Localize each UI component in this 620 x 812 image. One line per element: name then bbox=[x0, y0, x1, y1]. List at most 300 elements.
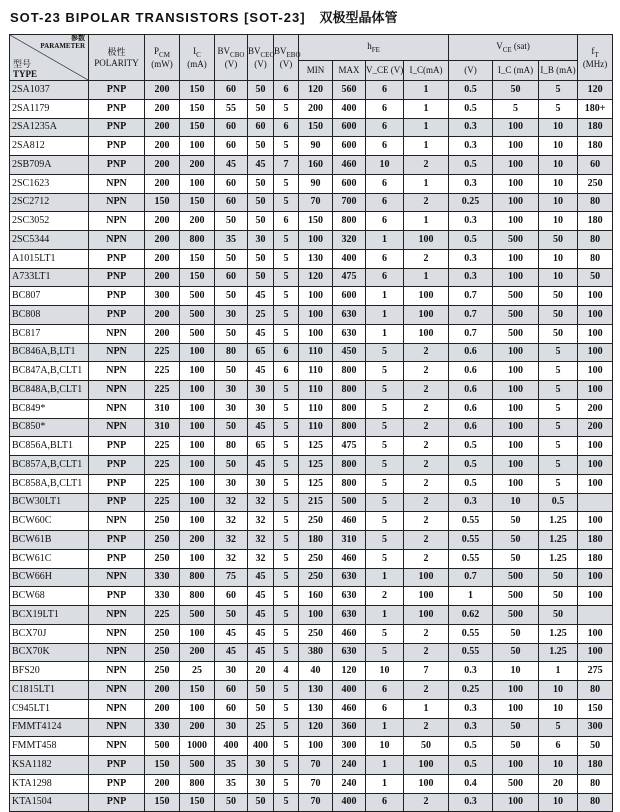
cell-vce-sat-v: 0.3 bbox=[449, 493, 493, 512]
cell-hfe-min: 120 bbox=[299, 81, 333, 100]
cell-vce-sat-ib: 10 bbox=[539, 212, 578, 231]
cell-hfe-min: 150 bbox=[299, 212, 333, 231]
cell-hfe-min: 100 bbox=[299, 324, 333, 343]
cell-hfe-vce: 5 bbox=[366, 624, 404, 643]
cell-vce-sat-ib: 1.25 bbox=[539, 531, 578, 550]
cell-vce-sat-ic: 50 bbox=[493, 549, 539, 568]
cell-hfe-max: 400 bbox=[333, 681, 366, 700]
cell-bvebo: 5 bbox=[274, 474, 299, 493]
cell-bvebo: 5 bbox=[274, 549, 299, 568]
cell-type: BCX70K bbox=[10, 643, 89, 662]
table-row bbox=[10, 474, 613, 493]
cell-hfe-max: 360 bbox=[333, 718, 366, 737]
cell-hfe-ic: 100 bbox=[404, 324, 449, 343]
cell-ft: 180 bbox=[578, 531, 613, 550]
table-row bbox=[10, 99, 613, 118]
cell-bvcbo: 45 bbox=[215, 624, 248, 643]
cell-hfe-min: 100 bbox=[299, 737, 333, 756]
cell-vce-sat-v: 0.5 bbox=[449, 474, 493, 493]
cell-ft: 80 bbox=[578, 793, 613, 812]
cell-vce-sat-ic: 100 bbox=[493, 249, 539, 268]
cell-bvceo: 30 bbox=[248, 381, 274, 400]
cell-polarity: PNP bbox=[89, 793, 145, 812]
transistor-table bbox=[9, 34, 613, 812]
cell-vce-sat-ic: 50 bbox=[493, 718, 539, 737]
cell-hfe-vce: 6 bbox=[366, 99, 404, 118]
cell-vce-sat-ib: 0.5 bbox=[539, 493, 578, 512]
cell-polarity: NPN bbox=[89, 193, 145, 212]
table-row bbox=[10, 531, 613, 550]
cell-bvebo: 5 bbox=[274, 531, 299, 550]
cell-polarity: NPN bbox=[89, 362, 145, 381]
cell-hfe-max: 400 bbox=[333, 793, 366, 812]
cell-hfe-min: 120 bbox=[299, 718, 333, 737]
cell-ft: 200 bbox=[578, 418, 613, 437]
cell-bvcbo: 400 bbox=[215, 737, 248, 756]
cell-type: BCW61B bbox=[10, 531, 89, 550]
cell-ic: 500 bbox=[180, 756, 215, 775]
cell-pcm: 200 bbox=[145, 681, 180, 700]
cell-bvebo: 6 bbox=[274, 343, 299, 362]
cell-hfe-max: 400 bbox=[333, 99, 366, 118]
cell-bvceo: 45 bbox=[248, 606, 274, 625]
cell-polarity: NPN bbox=[89, 643, 145, 662]
cell-vce-sat-ib: 20 bbox=[539, 774, 578, 793]
cell-ic: 150 bbox=[180, 268, 215, 287]
cell-bvebo: 5 bbox=[274, 774, 299, 793]
cell-ic: 100 bbox=[180, 381, 215, 400]
cell-hfe-ic: 50 bbox=[404, 737, 449, 756]
cell-ic: 150 bbox=[180, 249, 215, 268]
cell-ic: 100 bbox=[180, 137, 215, 156]
cell-type: 2SC5344 bbox=[10, 231, 89, 250]
cell-hfe-max: 460 bbox=[333, 512, 366, 531]
cell-vce-sat-v: 0.6 bbox=[449, 362, 493, 381]
header-vce-sat: $V_{CE}$ (sat) bbox=[449, 35, 578, 61]
cell-bvceo: 65 bbox=[248, 343, 274, 362]
cell-vce-sat-ib: 50 bbox=[539, 306, 578, 325]
cell-bvebo: 5 bbox=[274, 399, 299, 418]
cell-hfe-ic: 2 bbox=[404, 437, 449, 456]
cell-type: BFS20 bbox=[10, 662, 89, 681]
cell-bvcbo: 60 bbox=[215, 81, 248, 100]
cell-bvebo: 5 bbox=[274, 287, 299, 306]
cell-pcm: 200 bbox=[145, 156, 180, 175]
cell-bvcbo: 50 bbox=[215, 249, 248, 268]
cell-bvcbo: 50 bbox=[215, 287, 248, 306]
table-row bbox=[10, 643, 613, 662]
cell-ft: 100 bbox=[578, 362, 613, 381]
cell-ft: 100 bbox=[578, 437, 613, 456]
cell-hfe-vce: 1 bbox=[366, 287, 404, 306]
cell-bvceo: 50 bbox=[248, 174, 274, 193]
cell-polarity: NPN bbox=[89, 381, 145, 400]
cell-hfe-max: 475 bbox=[333, 268, 366, 287]
cell-hfe-ic: 7 bbox=[404, 662, 449, 681]
cell-type: BCW68 bbox=[10, 587, 89, 606]
cell-vce-sat-ic: 100 bbox=[493, 137, 539, 156]
cell-hfe-max: 240 bbox=[333, 756, 366, 775]
cell-vce-sat-ib: 10 bbox=[539, 137, 578, 156]
cell-vce-sat-v: 0.7 bbox=[449, 287, 493, 306]
cell-bvebo: 6 bbox=[274, 81, 299, 100]
table-row bbox=[10, 249, 613, 268]
cell-bvceo: 45 bbox=[248, 324, 274, 343]
cell-pcm: 250 bbox=[145, 531, 180, 550]
cell-bvceo: 50 bbox=[248, 268, 274, 287]
cell-ft: 275 bbox=[578, 662, 613, 681]
cell-hfe-vce: 5 bbox=[366, 418, 404, 437]
cell-vce-sat-ib: 5 bbox=[539, 99, 578, 118]
cell-bvceo: 50 bbox=[248, 81, 274, 100]
cell-hfe-vce: 6 bbox=[366, 193, 404, 212]
cell-vce-sat-ib: 5 bbox=[539, 399, 578, 418]
cell-bvebo: 5 bbox=[274, 512, 299, 531]
cell-bvebo: 5 bbox=[274, 174, 299, 193]
cell-pcm: 200 bbox=[145, 231, 180, 250]
cell-bvceo: 25 bbox=[248, 306, 274, 325]
table-row bbox=[10, 681, 613, 700]
cell-pcm: 225 bbox=[145, 474, 180, 493]
cell-pcm: 225 bbox=[145, 381, 180, 400]
cell-ft: 100 bbox=[578, 287, 613, 306]
cell-bvcbo: 75 bbox=[215, 568, 248, 587]
cell-hfe-vce: 6 bbox=[366, 81, 404, 100]
cell-vce-sat-ic: 500 bbox=[493, 587, 539, 606]
cell-bvcbo: 60 bbox=[215, 174, 248, 193]
cell-polarity: PNP bbox=[89, 306, 145, 325]
cell-ft: 180 bbox=[578, 549, 613, 568]
cell-bvcbo: 30 bbox=[215, 474, 248, 493]
cell-vce-sat-v: 0.3 bbox=[449, 137, 493, 156]
cell-vce-sat-ic: 100 bbox=[493, 212, 539, 231]
cell-hfe-ic: 2 bbox=[404, 456, 449, 475]
table-row bbox=[10, 137, 613, 156]
cell-polarity: PNP bbox=[89, 137, 145, 156]
cell-vce-sat-ic: 100 bbox=[493, 681, 539, 700]
cell-vce-sat-v: 0.5 bbox=[449, 81, 493, 100]
cell-hfe-vce: 5 bbox=[366, 531, 404, 550]
cell-pcm: 200 bbox=[145, 249, 180, 268]
cell-pcm: 150 bbox=[145, 793, 180, 812]
cell-hfe-vce: 1 bbox=[366, 756, 404, 775]
cell-bvceo: 30 bbox=[248, 774, 274, 793]
cell-hfe-min: 125 bbox=[299, 437, 333, 456]
table-row bbox=[10, 362, 613, 381]
cell-bvcbo: 50 bbox=[215, 606, 248, 625]
cell-hfe-ic: 2 bbox=[404, 531, 449, 550]
cell-hfe-ic: 1 bbox=[404, 268, 449, 287]
cell-polarity: NPN bbox=[89, 568, 145, 587]
header-pcm: $P_{CM}$ (mW) bbox=[145, 35, 180, 81]
header-ft: $f_T$ (MHz) bbox=[578, 35, 613, 81]
cell-hfe-min: 125 bbox=[299, 474, 333, 493]
cell-vce-sat-ic: 100 bbox=[493, 418, 539, 437]
cell-bvceo: 30 bbox=[248, 399, 274, 418]
table-row bbox=[10, 118, 613, 137]
cell-ic: 100 bbox=[180, 399, 215, 418]
header-hfe-ic: I_C(mA) bbox=[404, 61, 449, 81]
cell-hfe-vce: 6 bbox=[366, 174, 404, 193]
cell-hfe-vce: 2 bbox=[366, 587, 404, 606]
cell-hfe-min: 380 bbox=[299, 643, 333, 662]
cell-polarity: NPN bbox=[89, 418, 145, 437]
cell-bvebo: 6 bbox=[274, 212, 299, 231]
cell-bvcbo: 45 bbox=[215, 156, 248, 175]
cell-bvceo: 32 bbox=[248, 512, 274, 531]
cell-hfe-max: 630 bbox=[333, 324, 366, 343]
table-row bbox=[10, 81, 613, 100]
cell-hfe-vce: 5 bbox=[366, 399, 404, 418]
cell-bvcbo: 55 bbox=[215, 99, 248, 118]
cell-hfe-ic: 1 bbox=[404, 699, 449, 718]
cell-vce-sat-ic: 50 bbox=[493, 737, 539, 756]
cell-type: BCX70J bbox=[10, 624, 89, 643]
cell-ic: 100 bbox=[180, 474, 215, 493]
cell-vce-sat-v: 0.6 bbox=[449, 343, 493, 362]
cell-polarity: PNP bbox=[89, 249, 145, 268]
table-row bbox=[10, 174, 613, 193]
cell-hfe-vce: 5 bbox=[366, 381, 404, 400]
cell-vce-sat-ib: 50 bbox=[539, 324, 578, 343]
cell-hfe-vce: 5 bbox=[366, 549, 404, 568]
cell-hfe-vce: 6 bbox=[366, 699, 404, 718]
cell-type: A1015LT1 bbox=[10, 249, 89, 268]
cell-polarity: NPN bbox=[89, 324, 145, 343]
cell-vce-sat-v: 0.5 bbox=[449, 437, 493, 456]
cell-bvceo: 50 bbox=[248, 212, 274, 231]
cell-hfe-max: 600 bbox=[333, 118, 366, 137]
cell-type: FMMT4124 bbox=[10, 718, 89, 737]
cell-ft: 100 bbox=[578, 512, 613, 531]
header-hfe-min: MIN bbox=[299, 61, 333, 81]
cell-bvceo: 50 bbox=[248, 99, 274, 118]
cell-hfe-min: 110 bbox=[299, 343, 333, 362]
cell-vce-sat-ic: 100 bbox=[493, 474, 539, 493]
cell-vce-sat-ic: 10 bbox=[493, 662, 539, 681]
cell-ft bbox=[578, 493, 613, 512]
cell-type: FMMT458 bbox=[10, 737, 89, 756]
cell-bvcbo: 35 bbox=[215, 774, 248, 793]
cell-vce-sat-v: 0.3 bbox=[449, 699, 493, 718]
cell-hfe-ic: 1 bbox=[404, 212, 449, 231]
cell-type: 2SA1235A bbox=[10, 118, 89, 137]
cell-type: BCW60C bbox=[10, 512, 89, 531]
cell-polarity: NPN bbox=[89, 399, 145, 418]
cell-vce-sat-v: 0.3 bbox=[449, 118, 493, 137]
cell-ft: 180 bbox=[578, 212, 613, 231]
cell-vce-sat-ic: 100 bbox=[493, 437, 539, 456]
header-vce-ib: I_B (mA) bbox=[539, 61, 578, 81]
cell-bvebo: 5 bbox=[274, 306, 299, 325]
cell-hfe-min: 215 bbox=[299, 493, 333, 512]
cell-hfe-min: 100 bbox=[299, 306, 333, 325]
table-row bbox=[10, 718, 613, 737]
cell-type: BC846A,B,LT1 bbox=[10, 343, 89, 362]
table-row bbox=[10, 324, 613, 343]
cell-bvebo: 5 bbox=[274, 568, 299, 587]
cell-bvcbo: 50 bbox=[215, 362, 248, 381]
cell-hfe-vce: 1 bbox=[366, 606, 404, 625]
cell-vce-sat-ib: 5 bbox=[539, 362, 578, 381]
cell-hfe-max: 630 bbox=[333, 643, 366, 662]
cell-polarity: NPN bbox=[89, 212, 145, 231]
cell-hfe-min: 70 bbox=[299, 193, 333, 212]
cell-bvebo: 5 bbox=[274, 418, 299, 437]
cell-hfe-ic: 2 bbox=[404, 381, 449, 400]
cell-polarity: PNP bbox=[89, 587, 145, 606]
cell-pcm: 310 bbox=[145, 418, 180, 437]
cell-ft: 180+ bbox=[578, 99, 613, 118]
cell-type: BC807 bbox=[10, 287, 89, 306]
cell-vce-sat-ib: 10 bbox=[539, 793, 578, 812]
cell-vce-sat-ic: 100 bbox=[493, 118, 539, 137]
cell-vce-sat-ib: 10 bbox=[539, 193, 578, 212]
cell-ft: 120 bbox=[578, 81, 613, 100]
cell-ic: 150 bbox=[180, 193, 215, 212]
cell-ft: 150 bbox=[578, 699, 613, 718]
cell-ic: 150 bbox=[180, 118, 215, 137]
cell-pcm: 200 bbox=[145, 324, 180, 343]
header-ic: $I_C$ (mA) bbox=[180, 35, 215, 81]
cell-bvceo: 25 bbox=[248, 718, 274, 737]
cell-vce-sat-v: 0.5 bbox=[449, 737, 493, 756]
cell-ic: 100 bbox=[180, 456, 215, 475]
header-hfe-max: MAX bbox=[333, 61, 366, 81]
cell-hfe-vce: 5 bbox=[366, 362, 404, 381]
cell-vce-sat-ic: 100 bbox=[493, 343, 539, 362]
table-row bbox=[10, 606, 613, 625]
cell-bvcbo: 30 bbox=[215, 662, 248, 681]
cell-vce-sat-ic: 50 bbox=[493, 81, 539, 100]
cell-bvcbo: 60 bbox=[215, 587, 248, 606]
cell-hfe-ic: 100 bbox=[404, 774, 449, 793]
cell-ic: 100 bbox=[180, 624, 215, 643]
cell-bvebo: 5 bbox=[274, 493, 299, 512]
cell-bvceo: 45 bbox=[248, 624, 274, 643]
cell-type: 2SC3052 bbox=[10, 212, 89, 231]
cell-polarity: NPN bbox=[89, 699, 145, 718]
cell-ft: 100 bbox=[578, 643, 613, 662]
cell-vce-sat-v: 0.5 bbox=[449, 231, 493, 250]
cell-pcm: 250 bbox=[145, 643, 180, 662]
cell-hfe-max: 460 bbox=[333, 624, 366, 643]
cell-vce-sat-v: 0.7 bbox=[449, 306, 493, 325]
cell-hfe-max: 300 bbox=[333, 737, 366, 756]
cell-pcm: 500 bbox=[145, 737, 180, 756]
cell-hfe-max: 120 bbox=[333, 662, 366, 681]
cell-vce-sat-v: 0.25 bbox=[449, 193, 493, 212]
cell-vce-sat-v: 0.3 bbox=[449, 793, 493, 812]
cell-bvceo: 50 bbox=[248, 193, 274, 212]
page-title bbox=[10, 6, 398, 30]
cell-bvceo: 45 bbox=[248, 456, 274, 475]
cell-polarity: PNP bbox=[89, 156, 145, 175]
cell-hfe-ic: 1 bbox=[404, 137, 449, 156]
cell-bvebo: 5 bbox=[274, 381, 299, 400]
table-row bbox=[10, 699, 613, 718]
cell-bvebo: 6 bbox=[274, 362, 299, 381]
cell-vce-sat-v: 0.5 bbox=[449, 156, 493, 175]
cell-pcm: 200 bbox=[145, 81, 180, 100]
cell-hfe-ic: 2 bbox=[404, 156, 449, 175]
table-row bbox=[10, 437, 613, 456]
cell-ft: 80 bbox=[578, 249, 613, 268]
cell-vce-sat-ib: 5 bbox=[539, 474, 578, 493]
cell-ic: 500 bbox=[180, 324, 215, 343]
cell-hfe-vce: 5 bbox=[366, 343, 404, 362]
cell-hfe-min: 110 bbox=[299, 381, 333, 400]
cell-bvebo: 5 bbox=[274, 624, 299, 643]
cell-ic: 150 bbox=[180, 681, 215, 700]
table-row bbox=[10, 512, 613, 531]
cell-bvcbo: 35 bbox=[215, 756, 248, 775]
cell-hfe-ic: 2 bbox=[404, 493, 449, 512]
cell-hfe-max: 800 bbox=[333, 474, 366, 493]
cell-hfe-ic: 2 bbox=[404, 362, 449, 381]
cell-bvcbo: 50 bbox=[215, 456, 248, 475]
cell-hfe-ic: 2 bbox=[404, 249, 449, 268]
cell-hfe-ic: 100 bbox=[404, 306, 449, 325]
cell-hfe-ic: 2 bbox=[404, 399, 449, 418]
cell-polarity: PNP bbox=[89, 756, 145, 775]
cell-vce-sat-ib: 1.25 bbox=[539, 624, 578, 643]
cell-hfe-min: 70 bbox=[299, 774, 333, 793]
cell-bvcbo: 45 bbox=[215, 643, 248, 662]
cell-ic: 100 bbox=[180, 362, 215, 381]
cell-bvceo: 45 bbox=[248, 418, 274, 437]
cell-ft: 80 bbox=[578, 774, 613, 793]
cell-ic: 100 bbox=[180, 493, 215, 512]
cell-vce-sat-ic: 500 bbox=[493, 568, 539, 587]
cell-bvebo: 6 bbox=[274, 118, 299, 137]
cell-ic: 150 bbox=[180, 81, 215, 100]
cell-hfe-min: 100 bbox=[299, 606, 333, 625]
cell-pcm: 200 bbox=[145, 137, 180, 156]
cell-bvcbo: 50 bbox=[215, 324, 248, 343]
cell-hfe-ic: 100 bbox=[404, 568, 449, 587]
cell-polarity: PNP bbox=[89, 474, 145, 493]
cell-ft: 180 bbox=[578, 137, 613, 156]
cell-ic: 500 bbox=[180, 606, 215, 625]
cell-bvebo: 5 bbox=[274, 268, 299, 287]
cell-hfe-vce: 1 bbox=[366, 306, 404, 325]
cell-hfe-vce: 1 bbox=[366, 231, 404, 250]
cell-hfe-min: 180 bbox=[299, 531, 333, 550]
cell-hfe-vce: 5 bbox=[366, 474, 404, 493]
cell-bvceo: 20 bbox=[248, 662, 274, 681]
cell-bvceo: 32 bbox=[248, 531, 274, 550]
table-row bbox=[10, 212, 613, 231]
cell-type: 2SA1179 bbox=[10, 99, 89, 118]
cell-vce-sat-ic: 100 bbox=[493, 793, 539, 812]
cell-vce-sat-ib: 50 bbox=[539, 287, 578, 306]
cell-vce-sat-v: 0.6 bbox=[449, 418, 493, 437]
cell-hfe-vce: 5 bbox=[366, 437, 404, 456]
cell-type: 2SC1623 bbox=[10, 174, 89, 193]
cell-polarity: PNP bbox=[89, 774, 145, 793]
cell-ft: 80 bbox=[578, 231, 613, 250]
cell-pcm: 310 bbox=[145, 399, 180, 418]
cell-vce-sat-ib: 1 bbox=[539, 662, 578, 681]
cell-type: 2SB709A bbox=[10, 156, 89, 175]
cell-bvcbo: 60 bbox=[215, 268, 248, 287]
cell-bvceo: 50 bbox=[248, 249, 274, 268]
cell-vce-sat-v: 0.3 bbox=[449, 718, 493, 737]
cell-hfe-ic: 100 bbox=[404, 606, 449, 625]
cell-hfe-min: 130 bbox=[299, 699, 333, 718]
cell-vce-sat-v: 0.7 bbox=[449, 568, 493, 587]
